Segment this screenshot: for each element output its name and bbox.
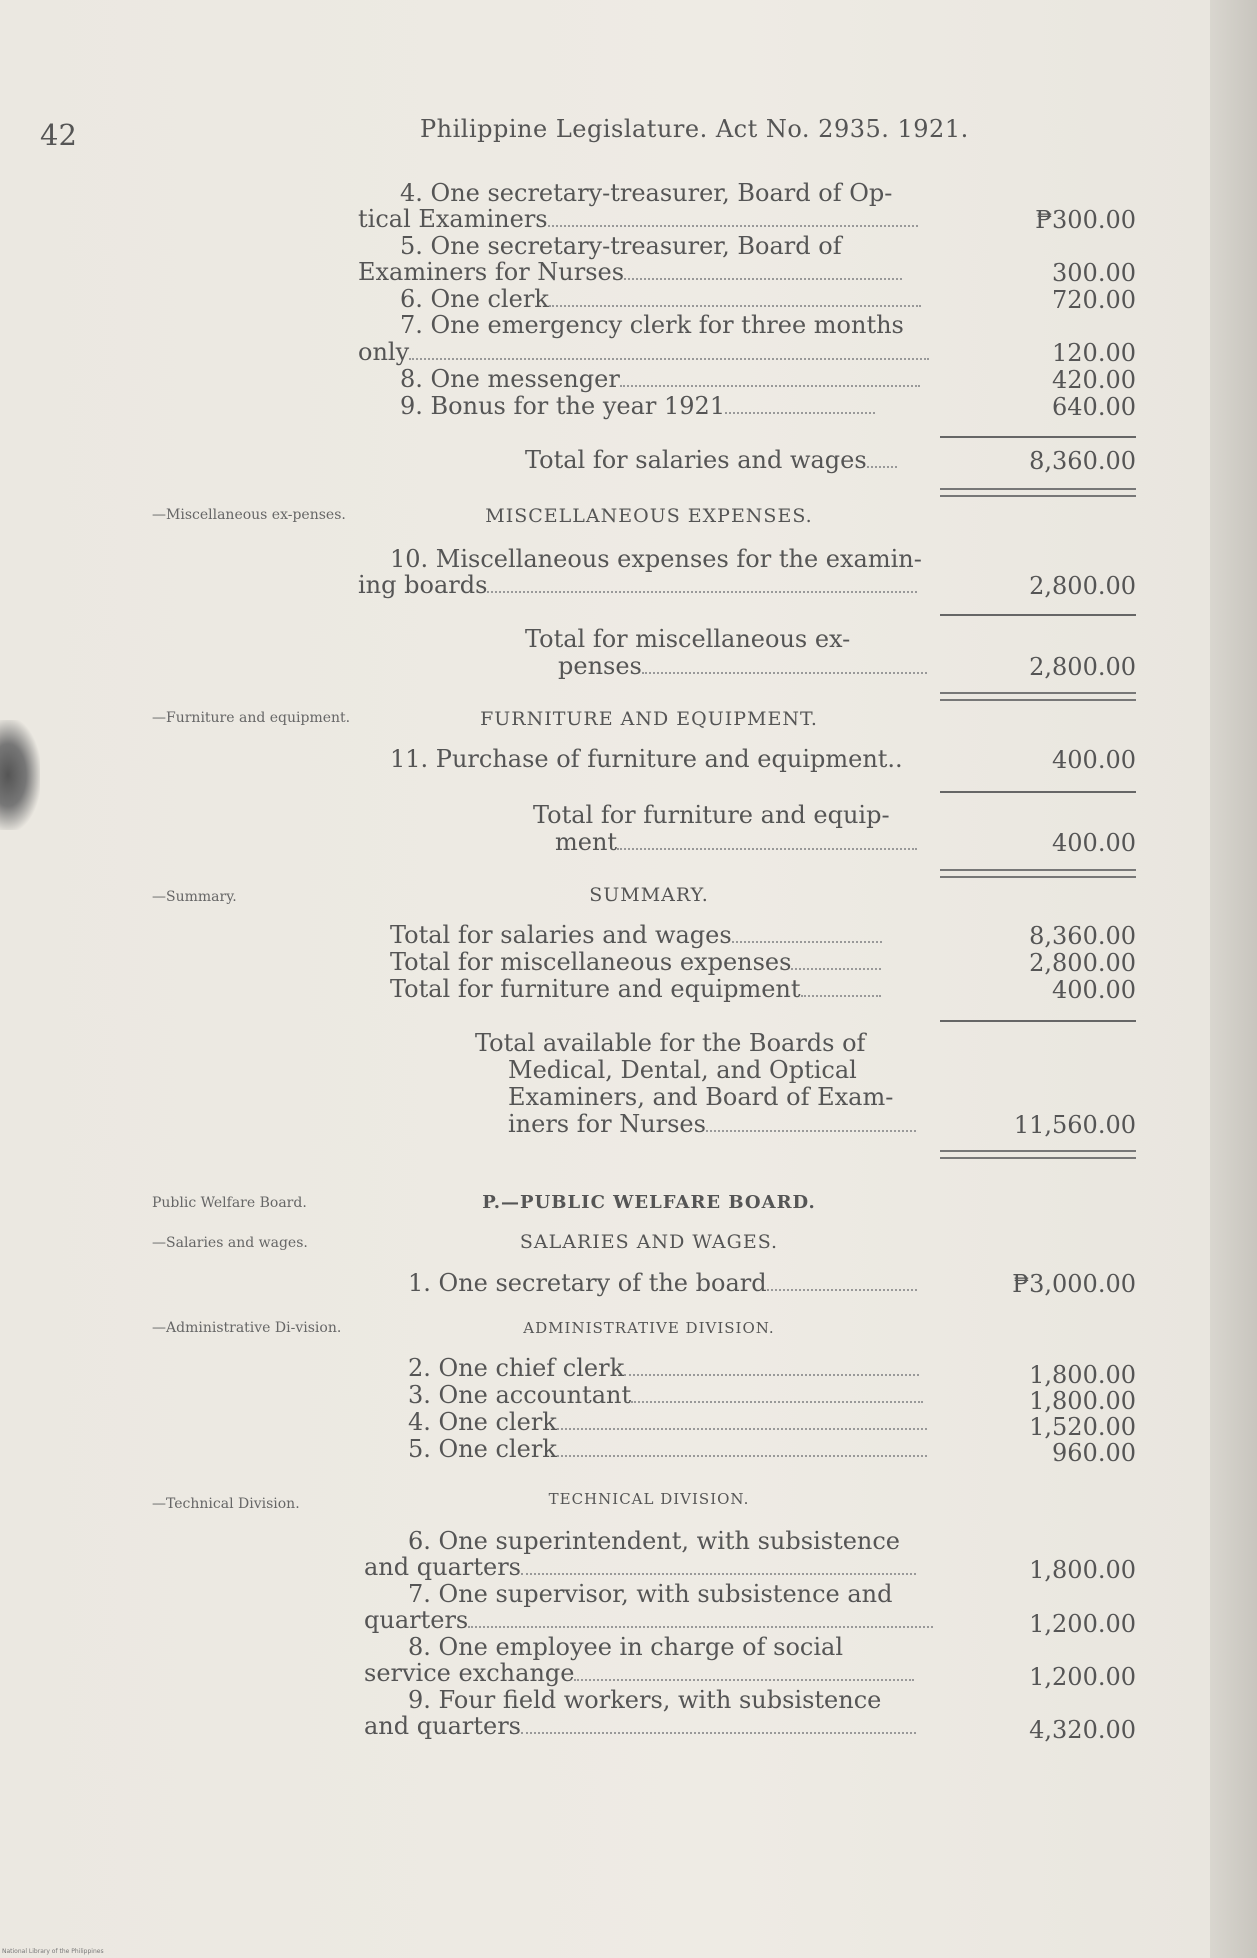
item-11-amount: 400.00 <box>1052 746 1136 774</box>
pwb-item-6-line-b: and quarters <box>364 1554 916 1581</box>
heading-summary: SUMMARY. <box>589 884 709 906</box>
total-available-line-c: Examiners, and Board of Exam- <box>508 1083 894 1111</box>
pwb-item-7-line-a: 7. One supervisor, with subsistence and <box>408 1580 893 1608</box>
margin-note-misc: —Miscellaneous ex-penses. <box>152 507 346 523</box>
summary-furniture: Total for furniture and equipment <box>390 976 881 1003</box>
pwb-item-9-line-b: and quarters <box>364 1713 916 1740</box>
heading-technical: TECHNICAL DIVISION. <box>548 1490 750 1508</box>
pwb-item-5-amount: 960.00 <box>1052 1439 1136 1467</box>
item-6: 6. One clerk <box>400 286 921 313</box>
total-rule-top <box>940 488 1136 490</box>
total-misc-amount: 2,800.00 <box>1029 653 1136 681</box>
pwb-item-9-amount: 4,320.00 <box>1029 1716 1136 1744</box>
total-available-line-d: iners for Nurses <box>508 1111 916 1138</box>
scan-edge <box>1210 0 1257 1958</box>
total-salaries-amount: 8,360.00 <box>1029 447 1136 475</box>
subtotal-rule <box>940 436 1136 438</box>
summary-salaries-amount: 8,360.00 <box>1029 922 1136 950</box>
item-9: 9. Bonus for the year 1921 <box>400 393 875 420</box>
furniture-rule <box>940 791 1136 793</box>
summary-misc-amount: 2,800.00 <box>1029 949 1136 977</box>
total-rule-bottom <box>940 495 1136 497</box>
margin-note-summary: —Summary. <box>152 889 237 905</box>
summary-misc: Total for miscellaneous expenses <box>390 949 881 976</box>
summary-rule <box>940 1020 1136 1022</box>
misc-rule <box>940 614 1136 616</box>
total-available-line-a: Total available for the Boards of <box>475 1029 866 1057</box>
pwb-item-6-amount: 1,800.00 <box>1029 1556 1136 1584</box>
item-9-amount: 640.00 <box>1052 393 1136 421</box>
total-furniture-line-a: Total for furniture and equip- <box>533 801 890 829</box>
running-header: Philippine Legislature. Act No. 2935. 1921. <box>420 115 969 143</box>
scan-blot <box>0 720 40 830</box>
pwb-item-5: 5. One clerk <box>408 1436 927 1463</box>
total-available-amount: 11,560.00 <box>1013 1111 1136 1139</box>
misc-total-rule-top <box>940 692 1136 694</box>
pwb-item-8-line-b: service exchange <box>364 1660 914 1687</box>
misc-total-rule-bottom <box>940 699 1136 701</box>
furniture-total-rule-top <box>940 869 1136 871</box>
heading-salaries-wages: SALARIES AND WAGES. <box>519 1231 779 1253</box>
item-4-line-b: tical Examiners <box>358 206 918 233</box>
total-furniture-line-b: ment <box>555 829 917 856</box>
item-11: 11. Purchase of furniture and equipment.. <box>390 745 903 773</box>
pwb-item-8-amount: 1,200.00 <box>1029 1663 1136 1691</box>
item-10-line-a: 10. Miscellaneous expenses for the examin- <box>390 545 922 573</box>
pwb-item-4-amount: 1,520.00 <box>1029 1413 1136 1441</box>
total-furniture-amount: 400.00 <box>1052 829 1136 857</box>
heading-furniture: FURNITURE AND EQUIPMENT. <box>480 708 818 730</box>
pwb-item-1-amount: ₱3,000.00 <box>1012 1270 1136 1298</box>
pwb-item-7-line-b: quarters <box>364 1607 933 1634</box>
total-available-line-b: Medical, Dental, and Optical <box>508 1056 857 1084</box>
total-misc-line-b: penses <box>558 653 927 680</box>
item-10-line-b: ing boards <box>358 572 917 599</box>
margin-note-technical: —Technical Division. <box>152 1496 300 1512</box>
pwb-item-4: 4. One clerk <box>408 1409 927 1436</box>
item-5-line-a: 5. One secretary-treasurer, Board of <box>400 232 842 260</box>
item-5-line-b: Examiners for Nurses <box>358 259 902 286</box>
pwb-item-3-amount: 1,800.00 <box>1029 1387 1136 1415</box>
furniture-total-rule-bottom <box>940 876 1136 878</box>
heading-pwb: P.—PUBLIC WELFARE BOARD. <box>482 1192 816 1213</box>
pwb-item-1: 1. One secretary of the board <box>408 1270 917 1297</box>
scan-footer: National Library of the Philippines <box>2 1948 104 1955</box>
pwb-item-9-line-a: 9. Four field workers, with subsistence <box>408 1686 882 1714</box>
pwb-item-2-amount: 1,800.00 <box>1029 1361 1136 1389</box>
margin-note-furniture: —Furniture and equipment. <box>152 710 351 726</box>
available-rule-bottom <box>940 1157 1136 1159</box>
summary-furniture-amount: 400.00 <box>1052 976 1136 1004</box>
total-misc-line-a: Total for miscellaneous ex- <box>525 625 851 653</box>
item-10-amount: 2,800.00 <box>1029 572 1136 600</box>
item-5-amount: 300.00 <box>1052 259 1136 287</box>
pwb-item-3: 3. One accountant <box>408 1382 923 1409</box>
heading-admin: ADMINISTRATIVE DIVISION. <box>523 1319 775 1337</box>
margin-note-admin: —Administrative Di-vision. <box>152 1320 342 1336</box>
page-number: 42 <box>40 118 77 152</box>
summary-salaries: Total for salaries and wages <box>390 922 882 949</box>
heading-misc: MISCELLANEOUS EXPENSES. <box>485 505 813 527</box>
margin-note-pwb: Public Welfare Board. <box>152 1195 307 1211</box>
item-7-line-a: 7. One emergency clerk for three months <box>400 311 904 339</box>
item-8-amount: 420.00 <box>1052 366 1136 394</box>
total-salaries: Total for salaries and wages <box>525 447 897 474</box>
margin-note-salaries: —Salaries and wages. <box>152 1235 308 1251</box>
item-4-line-a: 4. One secretary-treasurer, Board of Op- <box>400 179 893 207</box>
item-7-line-b: only <box>358 339 929 366</box>
item-6-amount: 720.00 <box>1052 286 1136 314</box>
pwb-item-7-amount: 1,200.00 <box>1029 1610 1136 1638</box>
item-8: 8. One messenger <box>400 366 920 393</box>
pwb-item-2: 2. One chief clerk <box>408 1355 919 1382</box>
pwb-item-6-line-a: 6. One superintendent, with subsistence <box>408 1527 901 1555</box>
item-4-amount: ₱300.00 <box>1035 206 1136 234</box>
item-7-amount: 120.00 <box>1052 339 1136 367</box>
available-rule-top <box>940 1150 1136 1152</box>
pwb-item-8-line-a: 8. One employee in charge of social <box>408 1633 843 1661</box>
